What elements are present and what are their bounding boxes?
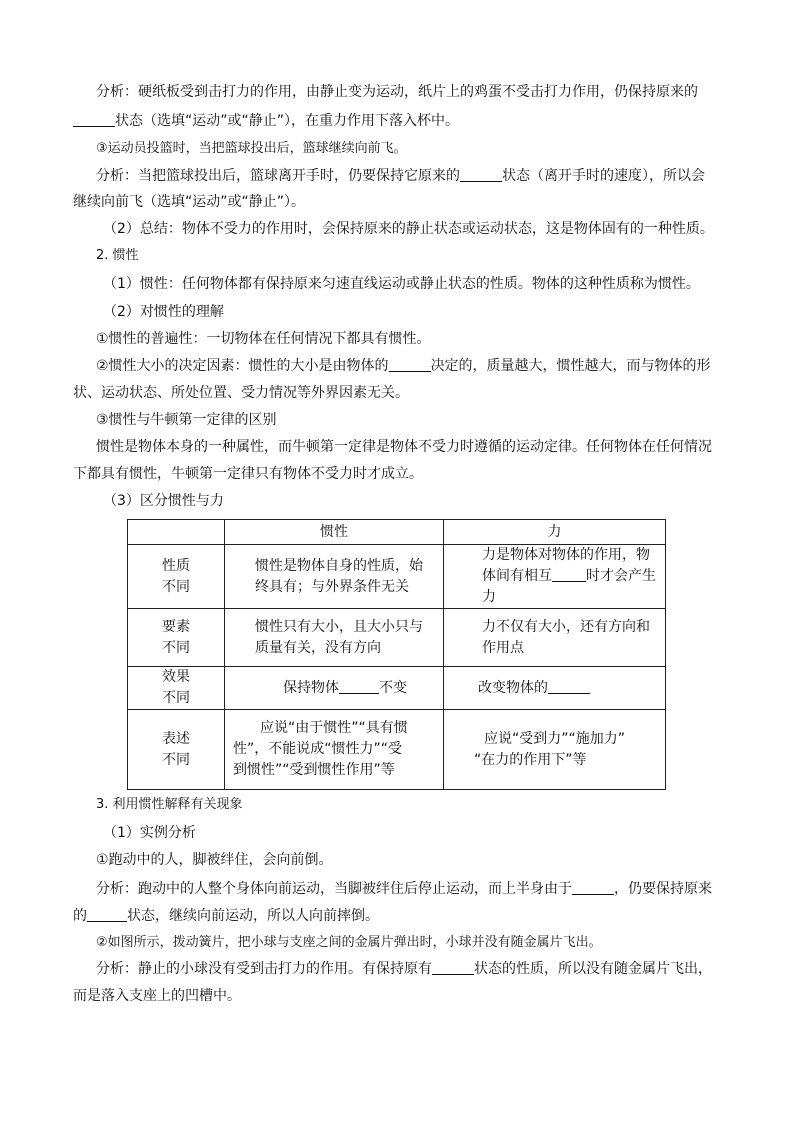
paragraph-analysis-3: 分析：当把篮球投出后，篮球离开手时，仍要保持它原来的 状态（离开手时的速度），所以会	[96, 168, 705, 184]
table-row	[128, 667, 666, 710]
subheading-understanding: （2）对惯性的理解	[103, 304, 224, 320]
inertia-vs-newton-heading: ③惯性与牛顿第一定律的区别	[96, 412, 277, 428]
paragraph-analysis-ball: 分析：静止的小球没有受到击打力的作用。有保持原有 状态的性质，所以没有随金属片飞出，	[96, 961, 712, 977]
section-heading-inertia: 2. 惯性	[96, 248, 139, 263]
table-row	[128, 609, 666, 667]
blank-line	[460, 167, 502, 182]
subheading-distinguish: （3）区分惯性与力	[103, 493, 224, 509]
inertia-size-factor-cont: 状、运动状态、所处位置、受力情况等外界因素无关。	[73, 385, 409, 401]
blank-line	[548, 679, 590, 694]
blank-line	[73, 112, 115, 127]
paragraph-analysis-3-cont: 继续向前飞（选填“运动”或“静止”）。	[73, 194, 306, 210]
table-header-empty	[128, 520, 225, 545]
blank-line	[339, 679, 379, 694]
row-label: 效果 不同	[128, 667, 225, 710]
paragraph-analysis-ball-cont: 而是落入支座上的凹槽中。	[73, 988, 241, 1004]
example-1-running: ①跑动中的人，脚被绊住，会向前倒。	[96, 852, 333, 868]
row-label: 性质 不同	[128, 545, 225, 609]
inertia-force-comparison-table	[127, 519, 666, 790]
inertia-cell: 应说“由于惯性”“具有惯 性”，不能说成“惯性力”“受 到惯性”“受到惯性作用”等	[225, 710, 444, 790]
inertia-cell: 惯性是物体自身的性质，始 终具有；与外界条件无关	[225, 545, 444, 609]
table-row	[128, 545, 666, 609]
row-label: 要素 不同	[128, 609, 225, 667]
blank-line	[432, 960, 474, 975]
blank-line	[87, 907, 127, 922]
paragraph-analysis-1: 分析：硬纸板受到击打力的作用，由静止变为运动，纸片上的鸡蛋不受击打力作用，仍保持原来的	[96, 84, 698, 100]
inertia-cell: 保持物体 不变	[225, 667, 444, 710]
force-cell: 改变物体的	[444, 667, 666, 710]
subheading-examples: （1）实例分析	[103, 825, 196, 841]
table-header-inertia: 惯性	[225, 520, 444, 545]
table-header-force: 力	[444, 520, 666, 545]
row-label: 表述 不同	[128, 710, 225, 790]
paragraph-analysis-1-cont: 状态（选填“运动”或“静止”），在重力作用下落入杯中。	[73, 112, 459, 130]
paragraph-analysis-running-cont: 的 状态，继续向前运动，所以人向前摔倒。	[73, 908, 379, 924]
inertia-size-factor: ②惯性大小的决定因素：惯性的大小是由物体的 决定的，质量越大，惯性越大，而与物体的形	[96, 358, 711, 374]
summary-paragraph: （2）总结：物体不受力的作用时，会保持原来的静止状态或运动状态，这是物体固有的一种性质。	[103, 221, 714, 237]
blank-line	[572, 880, 614, 895]
inertia-vs-newton-text-cont: 下都具有惯性，牛顿第一定律只有物体不受力时才成立。	[73, 466, 423, 482]
section-heading-applications: 3. 利用惯性解释有关现象	[96, 797, 243, 812]
inertia-vs-newton-text: 惯性是物体本身的一种属性，而牛顿第一定律是物体不受力时遵循的运动定律。任何物体在任何情况	[96, 439, 712, 455]
table-header-row	[128, 520, 666, 545]
force-cell: 力不仅有大小，还有方向和 作用点	[444, 609, 666, 667]
example-2-ball: ②如图所示，拨动簧片，把小球与支座之间的金属片弹出时，小球并没有随金属片飞出。	[96, 935, 602, 950]
blank-line	[552, 567, 586, 582]
table-row	[128, 710, 666, 790]
example-3-basketball: ③运动员投篮时，当把篮球投出后，篮球继续向前飞。	[96, 141, 407, 156]
force-cell: 力是物体对物体的作用，物 体间有相互 时才会产生力	[444, 545, 666, 609]
inertia-cell: 惯性只有大小，且大小只与 质量有关，没有方向	[225, 609, 444, 667]
paragraph-analysis-running: 分析：跑动中的人整个身体向前运动，当脚被绊住后停止运动，而上半身由于 ，仍要保持原来	[96, 881, 712, 897]
blank-line	[389, 357, 431, 372]
inertia-universality: ①惯性的普遍性：一切物体在任何情况下都具有惯性。	[96, 331, 431, 347]
inertia-definition: （1）惯性：任何物体都有保持原来匀速直线运动或静止状态的性质。物体的这种性质称为惯性。	[103, 276, 700, 292]
force-cell: 应说“受到力”“施加力” “在力的作用下”等	[444, 710, 666, 790]
